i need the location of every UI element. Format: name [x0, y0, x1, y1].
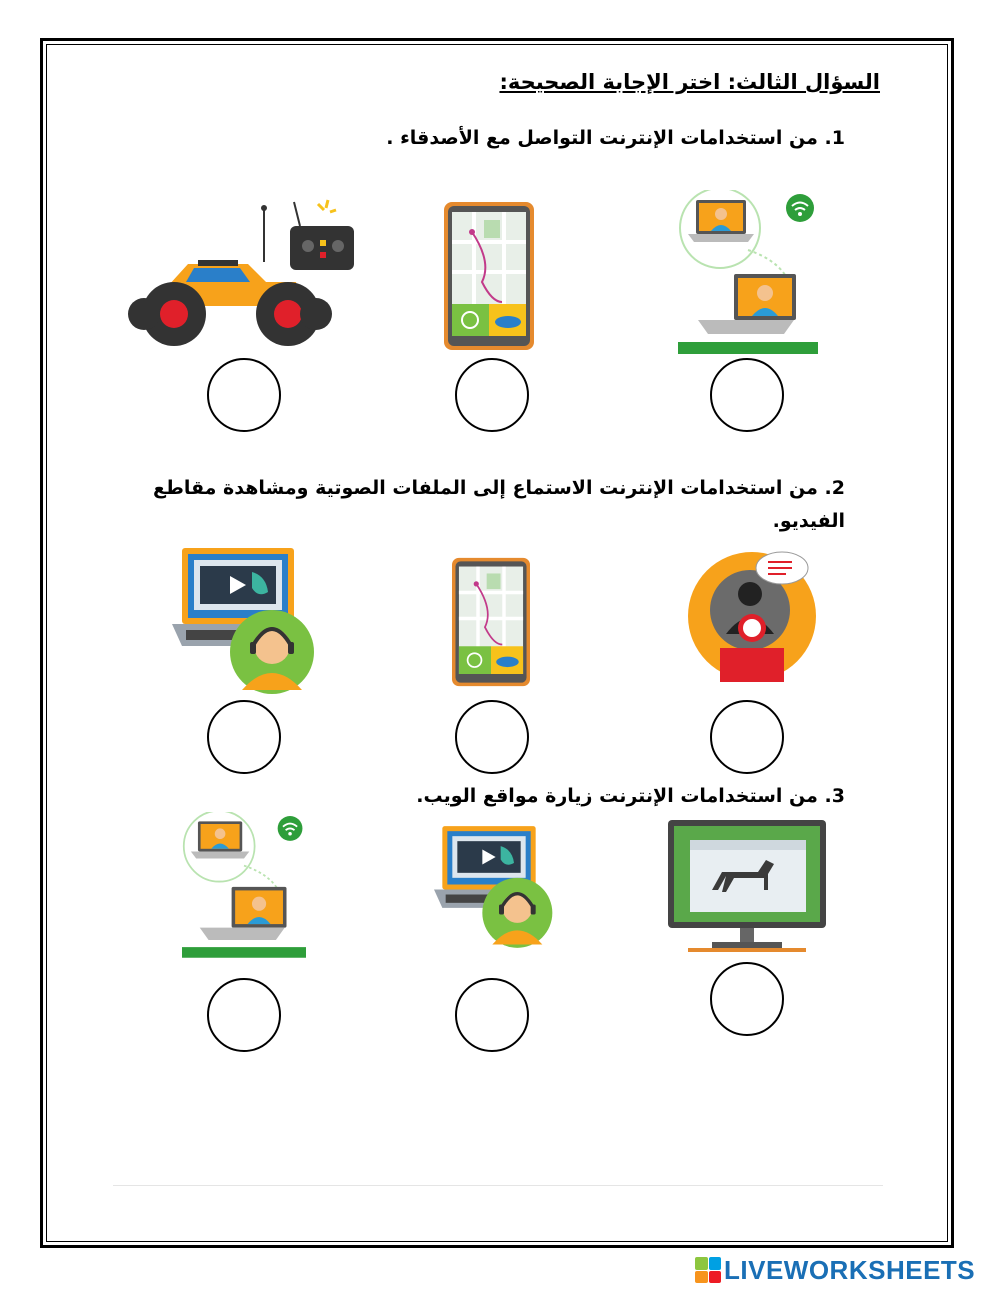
answer-circle-q2-c[interactable]: [207, 700, 281, 774]
answer-circle-q3-b[interactable]: [455, 978, 529, 1052]
answer-circle-q2-a[interactable]: [710, 700, 784, 774]
question-1: [386, 122, 845, 155]
answer-circle-q1-a[interactable]: [710, 358, 784, 432]
question-2-continued: الفيديو.: [772, 510, 845, 532]
liveworksheets-logo-icon: [695, 1257, 721, 1283]
liveworksheets-brand[interactable]: [695, 1255, 975, 1285]
question-2-text: من استخدامات الإنترنت الاستماع إلى الملفات الصوتية ومشاهدة مقاطع: [152, 477, 818, 499]
question-1-number: 1.: [824, 127, 845, 149]
video-call-laptops-image: [678, 190, 818, 356]
brand-name: LIVEWORKSHEETS: [724, 1254, 976, 1285]
rc-car-image: [128, 196, 358, 356]
laptop-video-headset-image: [172, 548, 316, 694]
footer-divider: [113, 1185, 883, 1186]
video-call-laptops-image: [182, 812, 306, 960]
answer-circle-q2-b[interactable]: [455, 700, 529, 774]
section-heading: السؤال الثالث: اختر الإجابة الصحيحة:: [499, 70, 880, 94]
question-3: [416, 780, 845, 813]
answer-circle-q3-c[interactable]: [207, 978, 281, 1052]
answer-circle-q3-a[interactable]: [710, 962, 784, 1036]
monitor-website-image: [668, 820, 828, 954]
answer-circle-q1-c[interactable]: [207, 358, 281, 432]
speaker-person-image: [688, 550, 820, 682]
phone-map-image: [452, 556, 530, 688]
laptop-video-headset-image: [434, 826, 554, 948]
question-3-text: من استخدامات الإنترنت زيارة مواقع الويب.: [416, 785, 818, 807]
question-2: [153, 472, 845, 505]
question-1-text: من استخدامات الإنترنت التواصل مع الأصدقاء .: [386, 127, 818, 149]
phone-map-image: [444, 202, 534, 350]
question-2-number: 2.: [824, 477, 845, 499]
answer-circle-q1-b[interactable]: [455, 358, 529, 432]
question-3-number: 3.: [824, 785, 845, 807]
